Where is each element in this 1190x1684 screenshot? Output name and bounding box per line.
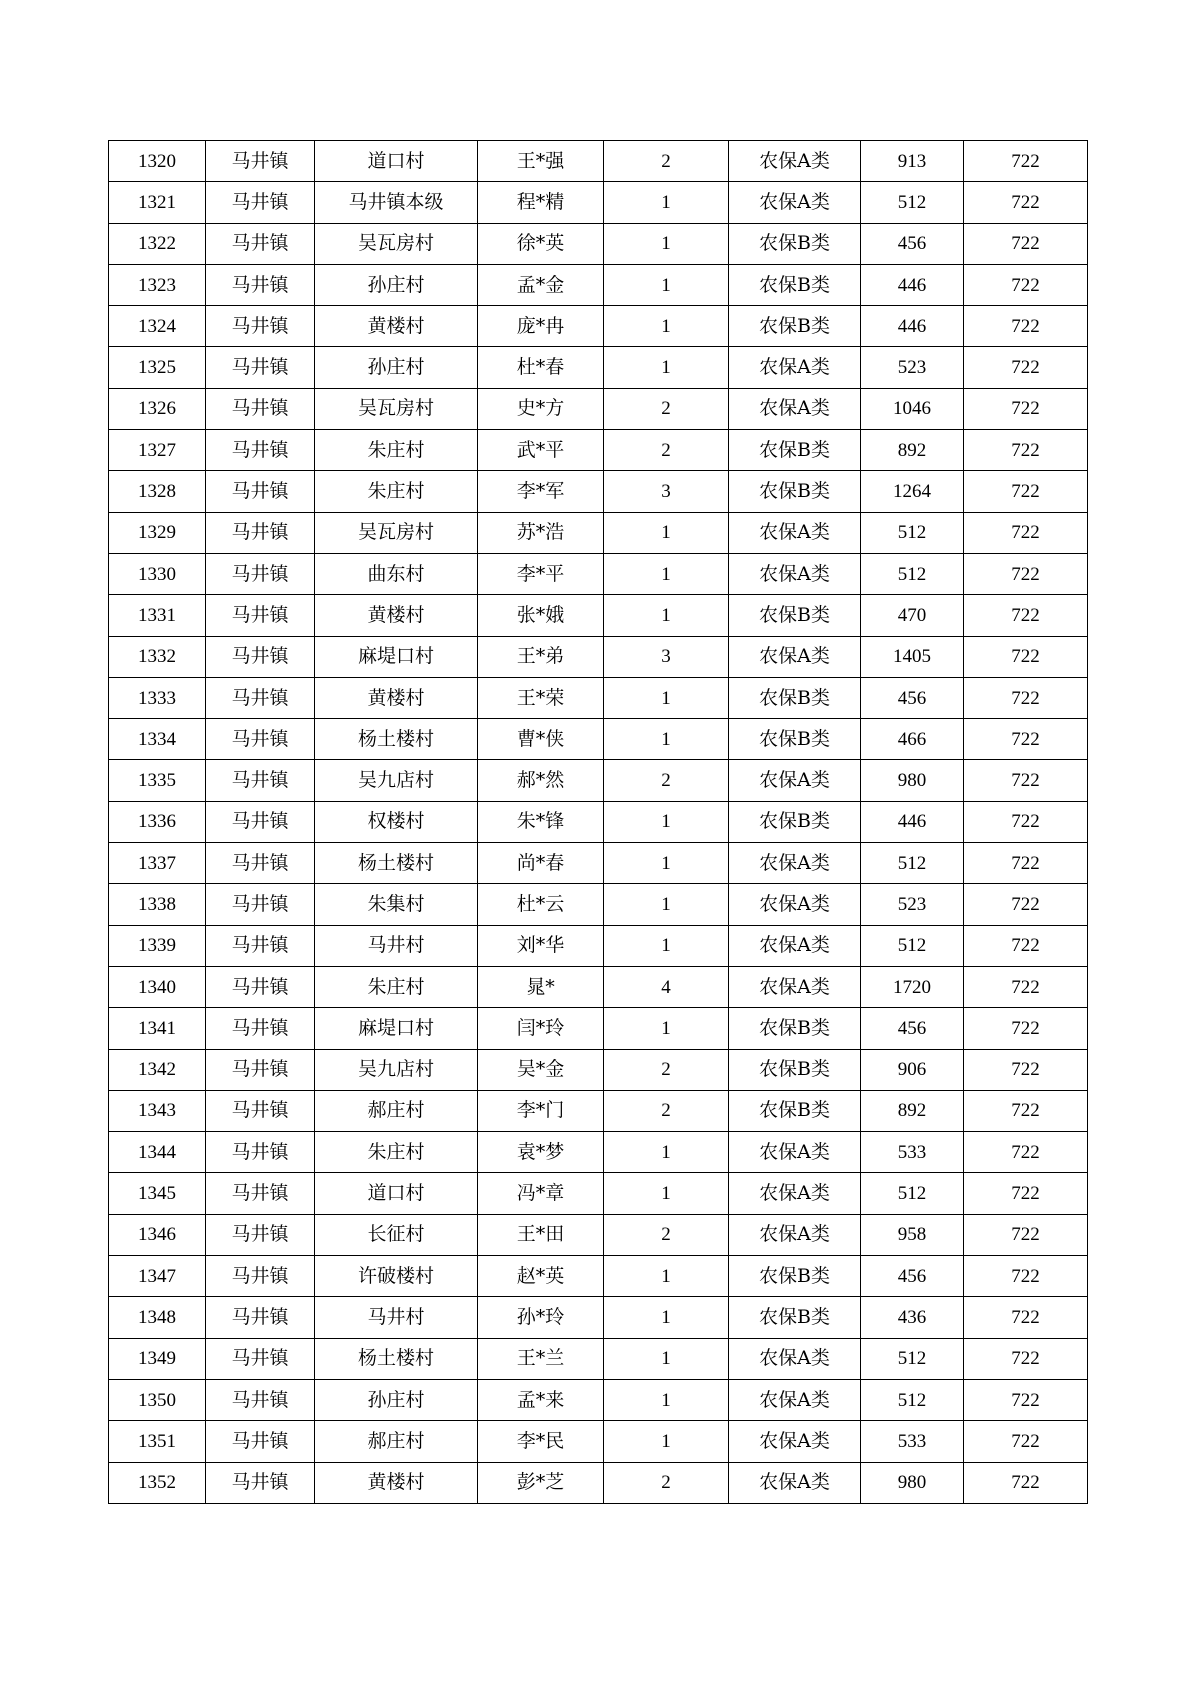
category-cell: 农保A类 <box>729 925 861 966</box>
category-cell: 农保B类 <box>729 677 861 718</box>
village-cell: 黄楼村 <box>315 1462 478 1503</box>
amount-cell: 892 <box>861 430 964 471</box>
table-row <box>109 347 1088 388</box>
amount-cell: 523 <box>861 884 964 925</box>
town-cell: 马井镇 <box>206 1462 315 1503</box>
village-cell: 孙庄村 <box>315 264 478 305</box>
amount-cell: 1405 <box>861 636 964 677</box>
standard-cell: 722 <box>964 1256 1088 1297</box>
category-cell: 农保A类 <box>729 1338 861 1379</box>
standard-cell: 722 <box>964 1379 1088 1420</box>
village-cell: 孙庄村 <box>315 347 478 388</box>
standard-cell: 722 <box>964 264 1088 305</box>
town-cell: 马井镇 <box>206 347 315 388</box>
household-size-cell: 1 <box>604 1173 729 1214</box>
name-cell: 孙*玲 <box>478 1297 604 1338</box>
table-row <box>109 1214 1088 1255</box>
name-cell: 曹*侠 <box>478 719 604 760</box>
serial-cell: 1345 <box>109 1173 206 1214</box>
household-size-cell: 1 <box>604 677 729 718</box>
standard-cell: 722 <box>964 1173 1088 1214</box>
serial-cell: 1350 <box>109 1379 206 1420</box>
serial-cell: 1331 <box>109 595 206 636</box>
name-cell: 尚*春 <box>478 843 604 884</box>
standard-cell: 722 <box>964 966 1088 1007</box>
village-cell: 孙庄村 <box>315 1379 478 1420</box>
category-cell: 农保B类 <box>729 430 861 471</box>
table-row <box>109 843 1088 884</box>
household-size-cell: 2 <box>604 760 729 801</box>
serial-cell: 1328 <box>109 471 206 512</box>
amount-cell: 980 <box>861 760 964 801</box>
serial-cell: 1339 <box>109 925 206 966</box>
amount-cell: 446 <box>861 801 964 842</box>
serial-cell: 1340 <box>109 966 206 1007</box>
serial-cell: 1346 <box>109 1214 206 1255</box>
town-cell: 马井镇 <box>206 430 315 471</box>
name-cell: 孟*金 <box>478 264 604 305</box>
name-cell: 王*弟 <box>478 636 604 677</box>
household-size-cell: 1 <box>604 264 729 305</box>
serial-cell: 1351 <box>109 1421 206 1462</box>
serial-cell: 1332 <box>109 636 206 677</box>
table-row <box>109 884 1088 925</box>
table-row <box>109 595 1088 636</box>
village-cell: 马井镇本级 <box>315 182 478 223</box>
town-cell: 马井镇 <box>206 801 315 842</box>
serial-cell: 1334 <box>109 719 206 760</box>
town-cell: 马井镇 <box>206 182 315 223</box>
serial-cell: 1342 <box>109 1049 206 1090</box>
village-cell: 吴九店村 <box>315 1049 478 1090</box>
village-cell: 朱庄村 <box>315 471 478 512</box>
town-cell: 马井镇 <box>206 1049 315 1090</box>
amount-cell: 446 <box>861 264 964 305</box>
name-cell: 程*精 <box>478 182 604 223</box>
town-cell: 马井镇 <box>206 141 315 182</box>
name-cell: 赵*英 <box>478 1256 604 1297</box>
table-row <box>109 925 1088 966</box>
serial-cell: 1325 <box>109 347 206 388</box>
table-row <box>109 966 1088 1007</box>
town-cell: 马井镇 <box>206 595 315 636</box>
household-size-cell: 1 <box>604 1338 729 1379</box>
standard-cell: 722 <box>964 1090 1088 1131</box>
town-cell: 马井镇 <box>206 306 315 347</box>
household-size-cell: 3 <box>604 471 729 512</box>
town-cell: 马井镇 <box>206 1297 315 1338</box>
village-cell: 马井村 <box>315 1297 478 1338</box>
table-row <box>109 182 1088 223</box>
category-cell: 农保A类 <box>729 1214 861 1255</box>
amount-cell: 470 <box>861 595 964 636</box>
village-cell: 麻堤口村 <box>315 1008 478 1049</box>
name-cell: 张*娥 <box>478 595 604 636</box>
category-cell: 农保B类 <box>729 1297 861 1338</box>
category-cell: 农保B类 <box>729 264 861 305</box>
household-size-cell: 1 <box>604 1421 729 1462</box>
serial-cell: 1349 <box>109 1338 206 1379</box>
standard-cell: 722 <box>964 925 1088 966</box>
village-cell: 朱庄村 <box>315 1132 478 1173</box>
serial-cell: 1320 <box>109 141 206 182</box>
village-cell: 郝庄村 <box>315 1421 478 1462</box>
name-cell: 吴*金 <box>478 1049 604 1090</box>
standard-cell: 722 <box>964 636 1088 677</box>
standard-cell: 722 <box>964 801 1088 842</box>
serial-cell: 1348 <box>109 1297 206 1338</box>
amount-cell: 512 <box>861 843 964 884</box>
amount-cell: 512 <box>861 1173 964 1214</box>
household-size-cell: 1 <box>604 1008 729 1049</box>
category-cell: 农保B类 <box>729 1008 861 1049</box>
standard-cell: 722 <box>964 1049 1088 1090</box>
category-cell: 农保A类 <box>729 1379 861 1420</box>
standard-cell: 722 <box>964 430 1088 471</box>
table-row <box>109 636 1088 677</box>
name-cell: 苏*浩 <box>478 512 604 553</box>
name-cell: 徐*英 <box>478 223 604 264</box>
category-cell: 农保A类 <box>729 512 861 553</box>
name-cell: 李*民 <box>478 1421 604 1462</box>
table-row <box>109 1008 1088 1049</box>
name-cell: 李*军 <box>478 471 604 512</box>
serial-cell: 1330 <box>109 553 206 594</box>
amount-cell: 512 <box>861 1338 964 1379</box>
household-size-cell: 1 <box>604 884 729 925</box>
village-cell: 朱庄村 <box>315 966 478 1007</box>
table-row <box>109 677 1088 718</box>
household-size-cell: 3 <box>604 636 729 677</box>
town-cell: 马井镇 <box>206 471 315 512</box>
name-cell: 杜*春 <box>478 347 604 388</box>
amount-cell: 958 <box>861 1214 964 1255</box>
name-cell: 杜*云 <box>478 884 604 925</box>
standard-cell: 722 <box>964 182 1088 223</box>
category-cell: 农保A类 <box>729 141 861 182</box>
standard-cell: 722 <box>964 512 1088 553</box>
category-cell: 农保A类 <box>729 966 861 1007</box>
amount-cell: 523 <box>861 347 964 388</box>
serial-cell: 1326 <box>109 388 206 429</box>
serial-cell: 1336 <box>109 801 206 842</box>
amount-cell: 512 <box>861 925 964 966</box>
standard-cell: 722 <box>964 553 1088 594</box>
amount-cell: 1720 <box>861 966 964 1007</box>
village-cell: 朱集村 <box>315 884 478 925</box>
standard-cell: 722 <box>964 347 1088 388</box>
town-cell: 马井镇 <box>206 1379 315 1420</box>
amount-cell: 512 <box>861 182 964 223</box>
serial-cell: 1322 <box>109 223 206 264</box>
standard-cell: 722 <box>964 306 1088 347</box>
category-cell: 农保B类 <box>729 595 861 636</box>
table-body <box>109 141 1088 1504</box>
village-cell: 黄楼村 <box>315 306 478 347</box>
town-cell: 马井镇 <box>206 553 315 594</box>
category-cell: 农保A类 <box>729 182 861 223</box>
town-cell: 马井镇 <box>206 1173 315 1214</box>
standard-cell: 722 <box>964 884 1088 925</box>
village-cell: 黄楼村 <box>315 677 478 718</box>
serial-cell: 1347 <box>109 1256 206 1297</box>
village-cell: 杨土楼村 <box>315 1338 478 1379</box>
table-row <box>109 306 1088 347</box>
table-row <box>109 1338 1088 1379</box>
amount-cell: 456 <box>861 677 964 718</box>
household-size-cell: 4 <box>604 966 729 1007</box>
village-cell: 黄楼村 <box>315 595 478 636</box>
household-size-cell: 2 <box>604 1090 729 1131</box>
standard-cell: 722 <box>964 1338 1088 1379</box>
category-cell: 农保B类 <box>729 1090 861 1131</box>
serial-cell: 1335 <box>109 760 206 801</box>
table-row <box>109 1297 1088 1338</box>
name-cell: 刘*华 <box>478 925 604 966</box>
town-cell: 马井镇 <box>206 1421 315 1462</box>
amount-cell: 446 <box>861 306 964 347</box>
village-cell: 吴九店村 <box>315 760 478 801</box>
household-size-cell: 1 <box>604 182 729 223</box>
name-cell: 孟*来 <box>478 1379 604 1420</box>
household-size-cell: 2 <box>604 1049 729 1090</box>
name-cell: 王*荣 <box>478 677 604 718</box>
serial-cell: 1338 <box>109 884 206 925</box>
town-cell: 马井镇 <box>206 843 315 884</box>
table-row <box>109 1173 1088 1214</box>
name-cell: 袁*梦 <box>478 1132 604 1173</box>
name-cell: 彭*芝 <box>478 1462 604 1503</box>
category-cell: 农保A类 <box>729 884 861 925</box>
amount-cell: 466 <box>861 719 964 760</box>
village-cell: 道口村 <box>315 141 478 182</box>
category-cell: 农保A类 <box>729 843 861 884</box>
town-cell: 马井镇 <box>206 1214 315 1255</box>
town-cell: 马井镇 <box>206 966 315 1007</box>
serial-cell: 1329 <box>109 512 206 553</box>
standard-cell: 722 <box>964 595 1088 636</box>
table-row <box>109 1421 1088 1462</box>
household-size-cell: 2 <box>604 1214 729 1255</box>
standard-cell: 722 <box>964 1132 1088 1173</box>
standard-cell: 722 <box>964 1214 1088 1255</box>
standard-cell: 722 <box>964 760 1088 801</box>
amount-cell: 512 <box>861 553 964 594</box>
table-row <box>109 719 1088 760</box>
amount-cell: 533 <box>861 1132 964 1173</box>
name-cell: 朱*锋 <box>478 801 604 842</box>
category-cell: 农保A类 <box>729 1462 861 1503</box>
name-cell: 李*平 <box>478 553 604 594</box>
name-cell: 王*强 <box>478 141 604 182</box>
serial-cell: 1321 <box>109 182 206 223</box>
serial-cell: 1323 <box>109 264 206 305</box>
serial-cell: 1341 <box>109 1008 206 1049</box>
household-size-cell: 1 <box>604 1132 729 1173</box>
category-cell: 农保A类 <box>729 1421 861 1462</box>
household-size-cell: 1 <box>604 512 729 553</box>
town-cell: 马井镇 <box>206 264 315 305</box>
village-cell: 马井村 <box>315 925 478 966</box>
table-row <box>109 1132 1088 1173</box>
household-size-cell: 1 <box>604 306 729 347</box>
standard-cell: 722 <box>964 1008 1088 1049</box>
name-cell: 闫*玲 <box>478 1008 604 1049</box>
household-size-cell: 1 <box>604 1379 729 1420</box>
table-row <box>109 760 1088 801</box>
town-cell: 马井镇 <box>206 1008 315 1049</box>
town-cell: 马井镇 <box>206 719 315 760</box>
category-cell: 农保A类 <box>729 388 861 429</box>
village-cell: 麻堤口村 <box>315 636 478 677</box>
town-cell: 马井镇 <box>206 1256 315 1297</box>
household-size-cell: 1 <box>604 1256 729 1297</box>
name-cell: 晁* <box>478 966 604 1007</box>
village-cell: 吴瓦房村 <box>315 388 478 429</box>
table-row <box>109 512 1088 553</box>
category-cell: 农保B类 <box>729 306 861 347</box>
amount-cell: 456 <box>861 1256 964 1297</box>
town-cell: 马井镇 <box>206 884 315 925</box>
town-cell: 马井镇 <box>206 1090 315 1131</box>
household-size-cell: 2 <box>604 430 729 471</box>
standard-cell: 722 <box>964 471 1088 512</box>
table-row <box>109 264 1088 305</box>
household-size-cell: 2 <box>604 1462 729 1503</box>
name-cell: 冯*章 <box>478 1173 604 1214</box>
standard-cell: 722 <box>964 223 1088 264</box>
serial-cell: 1337 <box>109 843 206 884</box>
table-row <box>109 1049 1088 1090</box>
household-size-cell: 2 <box>604 141 729 182</box>
amount-cell: 980 <box>861 1462 964 1503</box>
standard-cell: 722 <box>964 677 1088 718</box>
table-row <box>109 141 1088 182</box>
village-cell: 权楼村 <box>315 801 478 842</box>
table-row <box>109 801 1088 842</box>
standard-cell: 722 <box>964 1421 1088 1462</box>
serial-cell: 1343 <box>109 1090 206 1131</box>
town-cell: 马井镇 <box>206 760 315 801</box>
household-size-cell: 1 <box>604 801 729 842</box>
serial-cell: 1344 <box>109 1132 206 1173</box>
category-cell: 农保B类 <box>729 719 861 760</box>
category-cell: 农保A类 <box>729 760 861 801</box>
standard-cell: 722 <box>964 1297 1088 1338</box>
village-cell: 曲东村 <box>315 553 478 594</box>
amount-cell: 1264 <box>861 471 964 512</box>
amount-cell: 913 <box>861 141 964 182</box>
category-cell: 农保B类 <box>729 223 861 264</box>
town-cell: 马井镇 <box>206 925 315 966</box>
category-cell: 农保B类 <box>729 1256 861 1297</box>
town-cell: 马井镇 <box>206 1338 315 1379</box>
village-cell: 杨土楼村 <box>315 843 478 884</box>
name-cell: 庞*冉 <box>478 306 604 347</box>
serial-cell: 1324 <box>109 306 206 347</box>
village-cell: 郝庄村 <box>315 1090 478 1131</box>
household-size-cell: 1 <box>604 843 729 884</box>
data-table <box>108 140 1088 1504</box>
serial-cell: 1333 <box>109 677 206 718</box>
village-cell: 朱庄村 <box>315 430 478 471</box>
household-size-cell: 2 <box>604 388 729 429</box>
amount-cell: 906 <box>861 1049 964 1090</box>
amount-cell: 512 <box>861 512 964 553</box>
category-cell: 农保A类 <box>729 1132 861 1173</box>
village-cell: 吴瓦房村 <box>315 223 478 264</box>
amount-cell: 1046 <box>861 388 964 429</box>
name-cell: 郝*然 <box>478 760 604 801</box>
serial-cell: 1352 <box>109 1462 206 1503</box>
category-cell: 农保A类 <box>729 1173 861 1214</box>
category-cell: 农保B类 <box>729 471 861 512</box>
household-size-cell: 1 <box>604 925 729 966</box>
table-row <box>109 1379 1088 1420</box>
name-cell: 史*方 <box>478 388 604 429</box>
village-cell: 许破楼村 <box>315 1256 478 1297</box>
category-cell: 农保A类 <box>729 636 861 677</box>
town-cell: 马井镇 <box>206 512 315 553</box>
village-cell: 杨土楼村 <box>315 719 478 760</box>
table-row <box>109 1462 1088 1503</box>
name-cell: 李*门 <box>478 1090 604 1131</box>
table-row <box>109 430 1088 471</box>
standard-cell: 722 <box>964 1462 1088 1503</box>
town-cell: 马井镇 <box>206 388 315 429</box>
standard-cell: 722 <box>964 843 1088 884</box>
name-cell: 武*平 <box>478 430 604 471</box>
serial-cell: 1327 <box>109 430 206 471</box>
household-size-cell: 1 <box>604 347 729 388</box>
table-row <box>109 471 1088 512</box>
amount-cell: 436 <box>861 1297 964 1338</box>
amount-cell: 892 <box>861 1090 964 1131</box>
village-cell: 长征村 <box>315 1214 478 1255</box>
town-cell: 马井镇 <box>206 636 315 677</box>
town-cell: 马井镇 <box>206 1132 315 1173</box>
name-cell: 王*田 <box>478 1214 604 1255</box>
household-size-cell: 1 <box>604 553 729 594</box>
amount-cell: 456 <box>861 1008 964 1049</box>
town-cell: 马井镇 <box>206 677 315 718</box>
category-cell: 农保B类 <box>729 801 861 842</box>
table-row <box>109 388 1088 429</box>
village-cell: 道口村 <box>315 1173 478 1214</box>
town-cell: 马井镇 <box>206 223 315 264</box>
amount-cell: 533 <box>861 1421 964 1462</box>
name-cell: 王*兰 <box>478 1338 604 1379</box>
table-row <box>109 223 1088 264</box>
table-row <box>109 553 1088 594</box>
household-size-cell: 1 <box>604 223 729 264</box>
amount-cell: 456 <box>861 223 964 264</box>
standard-cell: 722 <box>964 141 1088 182</box>
household-size-cell: 1 <box>604 719 729 760</box>
category-cell: 农保B类 <box>729 1049 861 1090</box>
standard-cell: 722 <box>964 719 1088 760</box>
amount-cell: 512 <box>861 1379 964 1420</box>
table-row <box>109 1090 1088 1131</box>
standard-cell: 722 <box>964 388 1088 429</box>
table-row <box>109 1256 1088 1297</box>
category-cell: 农保A类 <box>729 347 861 388</box>
household-size-cell: 1 <box>604 595 729 636</box>
category-cell: 农保A类 <box>729 553 861 594</box>
village-cell: 吴瓦房村 <box>315 512 478 553</box>
household-size-cell: 1 <box>604 1297 729 1338</box>
